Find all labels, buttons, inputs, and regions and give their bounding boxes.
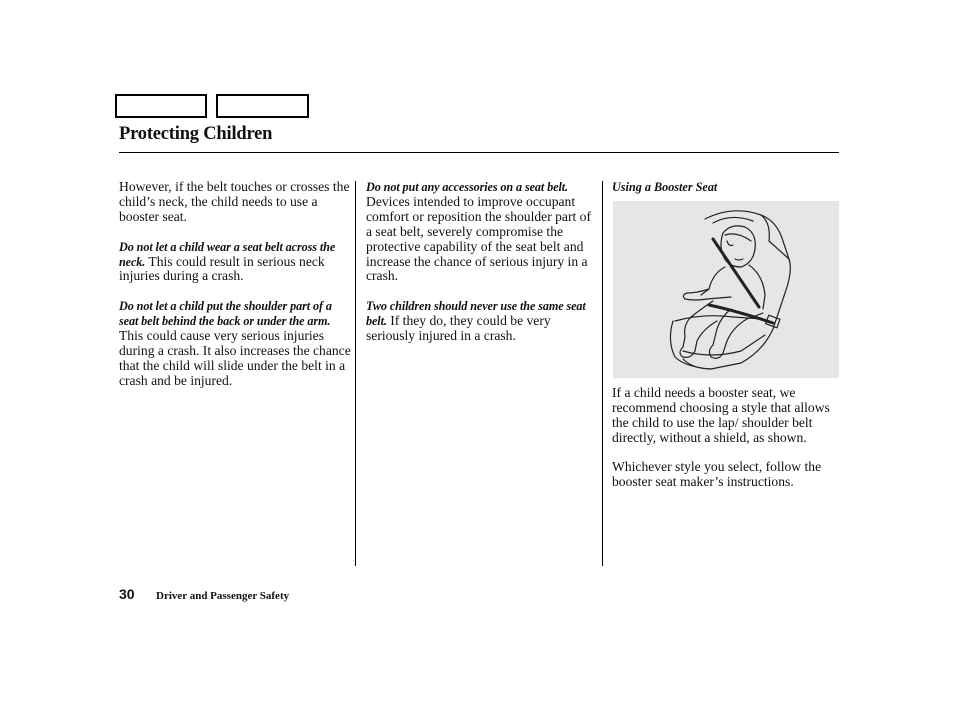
text-column-2 (366, 180, 598, 359)
header-tab-box (216, 94, 309, 118)
warning-emphasis: Do not let a child put the shoulder part of a seat belt behind the back or under the arm. (119, 299, 332, 329)
warning-emphasis: Two children should never use the same seat belt. (366, 299, 586, 329)
warning-paragraph (119, 240, 351, 285)
paragraph: However, if the belt touches or crosses the child’s neck, the child needs to use a booster seat. (119, 179, 350, 224)
paragraph-text: Devices intended to improve occupant comfort or reposition the shoulder part of a seat belt, severely compromise the protective capability of the seat belt and increase the chance of serious injury in a crash. (366, 193, 591, 284)
warning-emphasis: Do not put any accessories on a seat belt. (366, 180, 568, 194)
text-column-1 (119, 180, 351, 404)
warning-paragraph (366, 299, 598, 344)
paragraph-text: This could cause very serious injuries during a crash. It also increases the chance that the child will slide under the belt in a crash and be injured. (119, 328, 351, 388)
warning-emphasis: Do not let a child wear a seat belt across the neck. (119, 239, 336, 269)
column-divider (355, 181, 356, 566)
header-tab-box (115, 94, 207, 118)
figure-caption: Using a Booster Seat (612, 180, 718, 194)
paragraph: Whichever style you select, follow the booster seat maker’s instructions. (612, 459, 822, 490)
page-number: 30 (119, 586, 135, 602)
warning-paragraph (366, 180, 598, 284)
booster-seat-illustration (613, 201, 839, 378)
column-divider (602, 181, 603, 566)
paragraph-text: If they do, they could be very seriously injured in a crash. (366, 313, 551, 344)
footer-section-title: Driver and Passenger Safety (156, 590, 290, 602)
text-column-3 (612, 180, 844, 505)
title-rule (119, 152, 839, 153)
booster-seat-drawing (613, 201, 839, 378)
paragraph-text: This could result in serious neck injuries during a crash. (119, 253, 325, 284)
paragraph: If a child needs a booster seat, we recommend choosing a style that allows the child to use the lap/ shoulder belt directly, without a shield, as shown. (612, 384, 830, 445)
page-title: Protecting Children (119, 124, 273, 144)
warning-paragraph (119, 299, 351, 388)
